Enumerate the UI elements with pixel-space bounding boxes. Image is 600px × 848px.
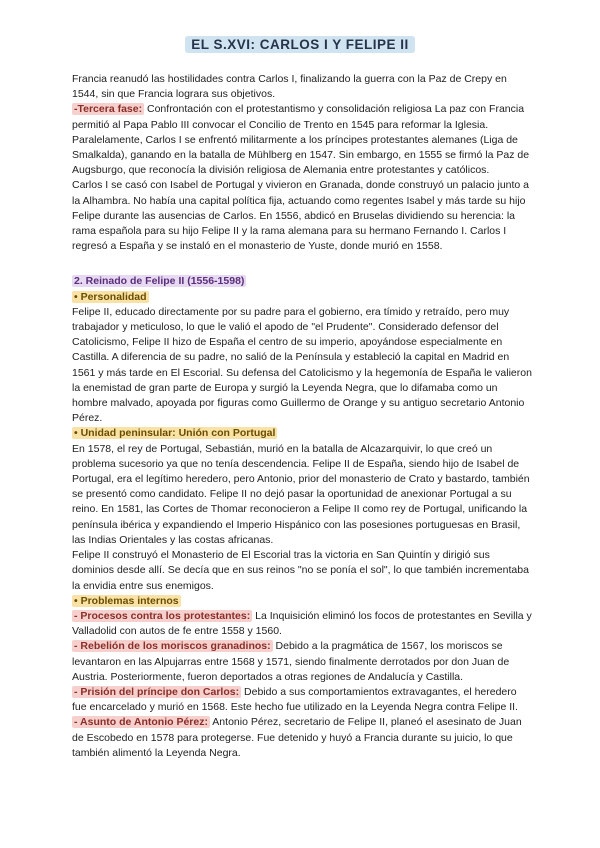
personalidad-label: • Personalidad xyxy=(74,290,147,303)
problem-item xyxy=(72,609,532,639)
problem-label: - Procesos contra los protestantes: xyxy=(74,609,251,622)
intro-paragraph: Francia reanudó las hostilidades contra Carlos I, finalizando la guerra con la Paz de Crepy en 1544, sin que Francia lograra sus objetivos. xyxy=(72,73,507,101)
problemas-heading xyxy=(72,594,532,609)
carlos-final-paragraph: Carlos I se casó con Isabel de Portugal y vivieron en Granada, donde construyó un palacio junto a la Alhambra. No había una capital política fija, actuando como regentes Isabel y más tarde su hijo Felipe durante las ausencias de Carlos. En 1556, abdicó en Bruselas dividiendo su herencia: la rama española para su hijo Felipe II y la rama alemana para su hermano Fernando I. Carlos I regresó a España y se instaló en el monasterio de Yuste, donde murió en 1558. xyxy=(72,179,530,253)
problem-item xyxy=(72,639,532,685)
problemas-label: • Problemas internos xyxy=(74,594,179,607)
personalidad-paragraph: Felipe II, educado directamente por su padre para el gobierno, era tímido y retraído, pero muy trabajador y meticuloso, lo que le valió el apodo de "el Prudente". Considerado defensor del Catolicismo, Felipe II hizo de España el centro de su imperio, apoyándose especialmente en Castilla. A diferencia de su padre, no salió de la Península y estableció la capital en Madrid en 1561 y más tarde en El Escorial. Su defensa del Catolicismo y la hegemonía de España le valieron la enemistad de gran parte de Europa y surgió la Leyenda Negra, que lo difamaba como un hombre malvado, apoyada por figuras como Guillermo de Orange y su antiguo secretario Antonio Pérez. xyxy=(72,305,532,425)
tercera-fase-paragraph xyxy=(72,102,532,178)
document-body xyxy=(72,72,532,761)
spacer xyxy=(72,254,532,274)
problem-text: Debido a la pragmática de 1567, los moriscos se levantaron en las Alpujarras entre 1568 y 1571, siendo finalmente derrotados por don Juan de Austria. Posteriormente, fueron deportados a otras regiones de Andalucía y Castilla. xyxy=(72,640,510,683)
page-title: EL S.XVI: CARLOS I Y FELIPE II xyxy=(185,36,415,53)
problem-item xyxy=(72,685,532,715)
unidad-heading xyxy=(72,426,532,441)
problem-label: - Asunto de Antonio Pérez: xyxy=(74,716,208,729)
problem-item xyxy=(72,715,532,761)
title-container xyxy=(0,36,600,54)
unidad-paragraph-2: Felipe II construyó el Monasterio de El Escorial tras la victoria en San Quintín y dirigió sus dominios desde allí. Se decía que en sus reinos "no se ponía el sol", lo que también incrementaba la envidia entre sus enemigos. xyxy=(72,549,529,592)
tercera-fase-text: Confrontación con el protestantismo y consolidación religiosa La paz con Francia permitió al Papa Pablo III convocar el Concilio de Trento en 1545 para reformar la Iglesia. Paralelamente, Carlos I se enfrentó militarmente a los príncipes protestantes alemanes (Liga de Smalkalda), ganando en la batalla de Mühlberg en 1547. Sin embargo, en 1555 se firmó la Paz de Augsburgo, que reconocía la división religiosa de Alemania entre protestantes y católicos. xyxy=(72,103,530,177)
problem-label: - Rebelión de los moriscos granadinos: xyxy=(74,640,271,653)
problem-text: Antonio Pérez, secretario de Felipe II, planeó el asesinato de Juan de Escobedo en 1578 para protegerse. Fue detenido y huyó a Francia durante su juicio, lo que también alimentó la Leyenda Negra. xyxy=(72,716,522,759)
unidad-label: • Unidad peninsular: Unión con Portugal xyxy=(74,427,276,440)
problem-label: - Prisión del príncipe don Carlos: xyxy=(74,685,240,698)
personalidad-heading xyxy=(72,290,532,305)
unidad-paragraph: En 1578, el rey de Portugal, Sebastián, murió en la batalla de Alcazarquivir, lo que creó un problema sucesorio ya que no tenía descendencia. Felipe II de España, siendo hijo de Isabel de Portugal, era el legítimo heredero, pero Antonio, prior del monasterio de Crato y bastardo, también se presentó como candidato. Felipe II no dejó pasar la oportunidad de anexionar Portugal a su reino. En 1581, las Cortes de Thomar reconocieron a Felipe II como rey de Portugal, unificando la península ibérica y expandiendo el Imperio Hispánico con las posesiones portuguesas en Brasil, las Indias Orientales y las costas africanas. xyxy=(72,442,530,546)
problem-text: Debido a sus comportamientos extravagantes, el heredero fue encarcelado y murió en 1568. Este hecho fue utilizado en la Leyenda Negra contra Felipe II. xyxy=(72,685,518,714)
section-2-title: 2. Reinado de Felipe II (1556-1598) xyxy=(74,275,245,288)
section-heading xyxy=(72,274,532,289)
tercera-fase-label: -Tercera fase: xyxy=(74,103,143,116)
problem-text: La Inquisición eliminó los focos de protestantes en Sevilla y Valladolid con autos de fe entre 1558 y 1560. xyxy=(72,609,532,638)
